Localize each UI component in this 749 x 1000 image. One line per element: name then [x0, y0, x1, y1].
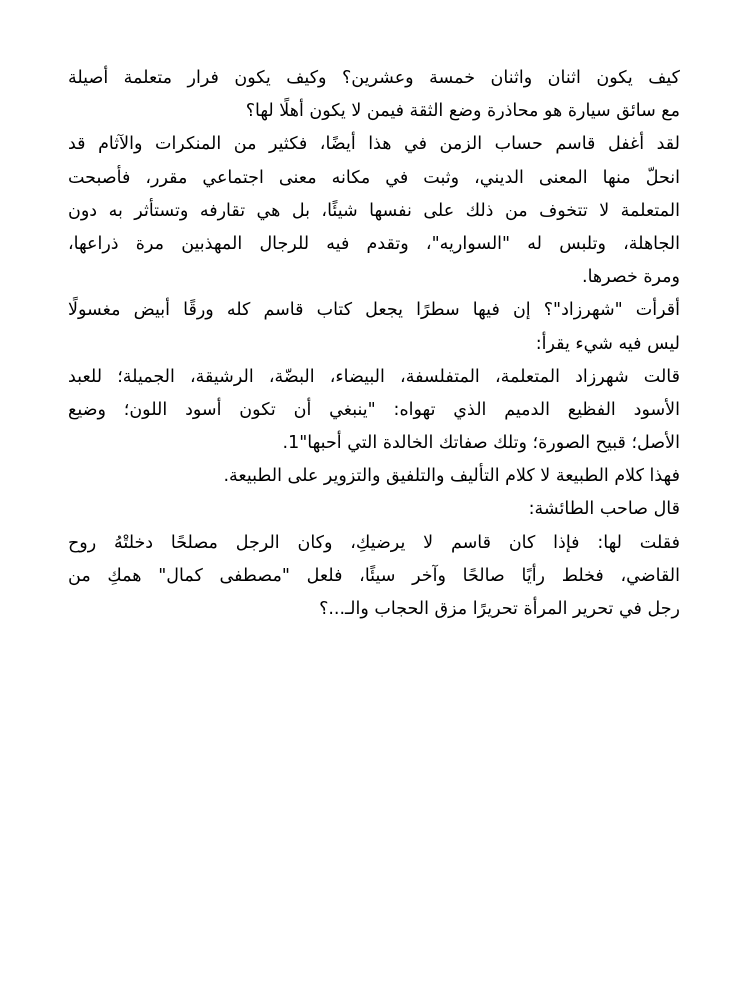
- text-line-13: فهذا كلام الطبيعة لا كلام التأليف والتلفيق والتزوير على الطبيعة.: [223, 466, 680, 487]
- text-line-2: مع سائق سيارة هو محاذرة وضع الثقة فيمن لا يكون أهلًا لها؟: [245, 101, 680, 122]
- text-line-4: انحلّ منها المعنى الديني، وثبت في مكانه معنى اجتماعي مقرر، فأصبحت: [68, 167, 680, 188]
- text-line-8: أقرأت "شهرزاد"؟ إن فيها سطرًا يجعل كتاب قاسم كله ورقًا أبيض مغسولًا: [68, 300, 680, 321]
- text-line-12: الأصل؛ قبيح الصورة؛ وتلك صفاتك الخالدة التي أحبها"1.: [282, 433, 680, 454]
- text-line-15: فقلت لها: فإذا كان قاسم لا يرضيكِ، وكان الرجل مصلحًا دخلتْهُ روح: [68, 532, 680, 553]
- text-line-7: ومرة خصرها.: [582, 267, 680, 288]
- text-line-5: المتعلمة لا تتخوف من ذلك على نفسها شيئًا، بل هي تقارفه وتستأثر به دون: [68, 200, 680, 221]
- text-line-10: قالت شهرزاد المتعلمة، المتفلسفة، البيضاء، البضّة، الرشيقة، الجميلة؛ للعبد: [68, 366, 680, 387]
- text-line-3: لقد أغفل قاسم حساب الزمن في هذا أيضًا، فكثير من المنكرات والآثام قد: [68, 134, 680, 155]
- text-line-6: الجاهلة، وتلبس له "السواريه"، وتقدم فيه للرجال المهذبين مرة ذراعها،: [68, 233, 680, 254]
- text-line-16: القاضي، فخلط رأيًا صالحًا وآخر سيئًا، فلعل "مصطفى كمال" همكِ من: [68, 565, 680, 586]
- text-line-9: ليس فيه شيء يقرأ:: [535, 333, 680, 354]
- text-line-11: الأسود الفظيع الدميم الذي تهواه: "ينبغي أن تكون أسود اللون؛ وضيع: [68, 399, 680, 420]
- document-body: [68, 62, 680, 626]
- text-line-14: قال صاحب الطائشة:: [528, 499, 680, 520]
- text-line-17: رجل في تحرير المرأة تحريرًا مزق الحجاب والـ...؟: [319, 599, 680, 619]
- text-line-1: كيف يكون اثنان واثنان خمسة وعشرين؟ وكيف يكون فرار متعلمة أصيلة: [68, 68, 680, 88]
